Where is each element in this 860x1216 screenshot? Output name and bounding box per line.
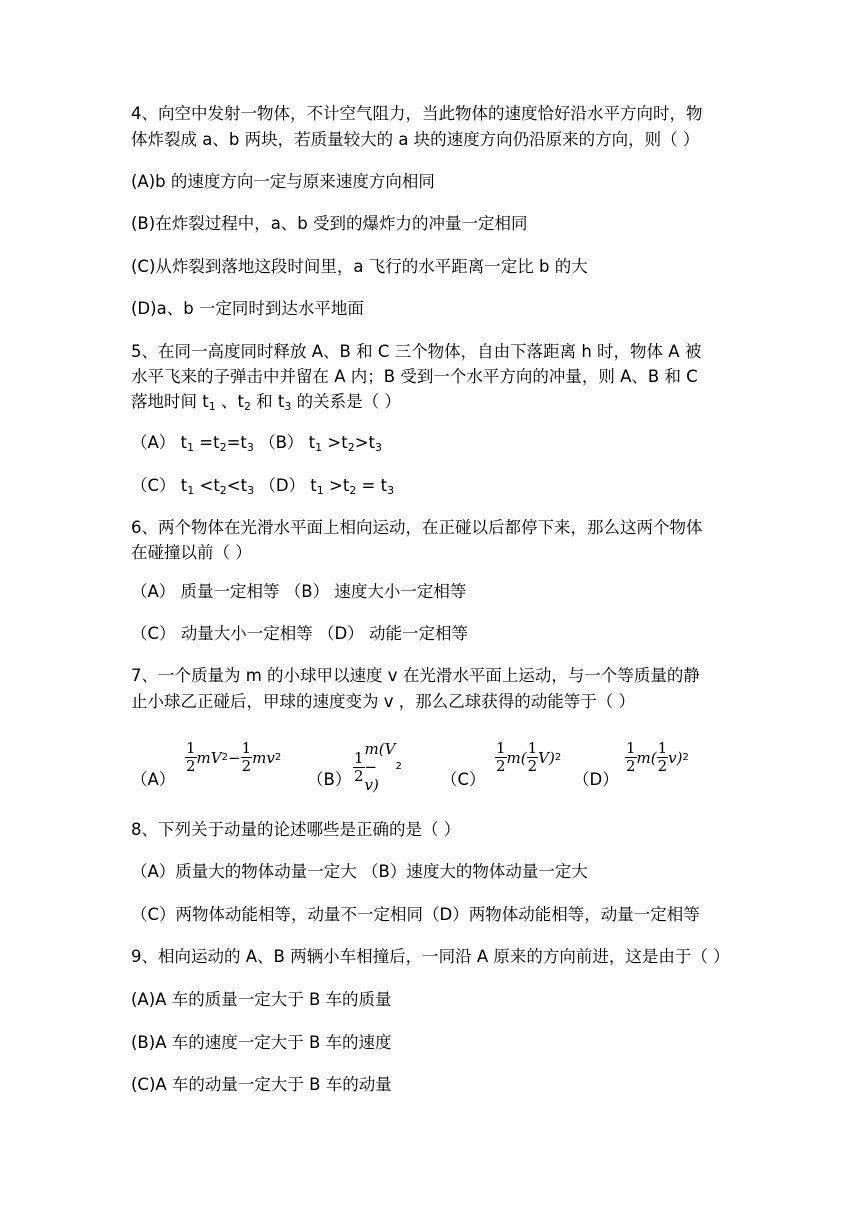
- q5-stem-line1: 5、在同一高度同时释放 A、B 和 C 三个物体，自由下落距离 h 时，物体 A 被: [131, 342, 702, 361]
- q5-options-row1: （A） $t_1 =t_2=t_3$ （B） $t_1 >t_2>t_3$: [131, 433, 382, 454]
- q4-option-c: (C)从炸裂到落地这段时间里，a 飞行的水平距离一定比 b 的大: [131, 257, 588, 276]
- q4-option-a: (A)b 的速度方向一定与原来速度方向相同: [131, 172, 435, 191]
- q7-stem-line2: 止小球乙正碰后，甲球的速度变为 v ，那么乙球获得的动能等于（ ）: [131, 692, 635, 711]
- q7-formula-c: $\frac{1}{2}$ m( $\frac{1}{2}$ V ) 2: [496, 739, 562, 775]
- q8-options-row1: （A）质量大的物体动量一定大 （B）速度大的物体动量一定大: [131, 862, 588, 881]
- q7-formula-d: $\frac{1}{2}$ m( $\frac{1}{2}$ v ) 2: [626, 739, 689, 775]
- q9-option-a: (A)A 车的质量一定大于 B 车的质量: [131, 990, 392, 1009]
- q7-formula-a: $\frac{1}{2}$ mV 2 − $\frac{1}{2}$ mv 2: [186, 739, 282, 775]
- q9-stem: 9、相向运动的 A、B 两辆小车相撞后，一同沿 A 原来的方向前进，这是由于（ ）: [131, 947, 730, 966]
- q7-stem-line1: 7、一个质量为 m 的小球甲以速度 v 在光滑水平面上运动，与一个等质量的静: [131, 666, 700, 685]
- q6-options-row1: （A） 质量一定相等 （B） 速度大小一定相等: [131, 582, 467, 601]
- q5-stem-line2: 水平飞来的子弹击中并留在 A 内；B 受到一个水平方向的冲量，则 A、B 和 C: [131, 367, 698, 386]
- q5-stem-line3: 落地时间 $t_1$ 、$t_2$ 和 $t_3$ 的关系是（ ）: [131, 392, 401, 413]
- q9-option-c: (C)A 车的动量一定大于 B 车的动量: [131, 1075, 392, 1094]
- q4-option-d: (D)a、b 一定同时到达水平地面: [131, 299, 364, 318]
- q7-formula-b: $\frac{1}{2}$ m(V − v) 2: [354, 740, 402, 794]
- q5-options-row2: （C） $t_1 <t_2<t_3$ （D） $t_1 >t_2 = t_3$: [131, 476, 395, 497]
- q7-label-d: （D）: [573, 770, 619, 789]
- q6-stem-line2: 在碰撞以前（ ）: [131, 543, 252, 562]
- q6-stem-line1: 6、两个物体在光滑水平面上相向运动，在正碰以后都停下来，那么这两个物体: [131, 518, 703, 537]
- q9-option-b: (B)A 车的速度一定大于 B 车的速度: [131, 1033, 392, 1052]
- q6-options-row2: （C） 动量大小一定相等 （D） 动能一定相等: [131, 624, 468, 643]
- q8-options-row2: （C）两物体动能相等，动量不一定相同（D）两物体动能相等，动量一定相等: [131, 905, 700, 924]
- q7-label-b: （B）: [307, 770, 352, 789]
- q4-stem-line1: 4、向空中发射一物体，不计空气阻力，当此物体的速度恰好沿水平方向时，物: [131, 104, 703, 123]
- q4-option-b: (B)在炸裂过程中，a、b 受到的爆炸力的冲量一定相同: [131, 214, 528, 233]
- q4-stem-line2: 体炸裂成 a、b 两块，若质量较大的 a 块的速度方向仍沿原来的方向，则（ ）: [131, 130, 700, 149]
- q7-label-c: （C）: [441, 770, 486, 789]
- q8-stem: 8、下列关于动量的论述哪些是正确的是（ ）: [131, 820, 461, 839]
- q7-label-a: （A）: [131, 770, 176, 789]
